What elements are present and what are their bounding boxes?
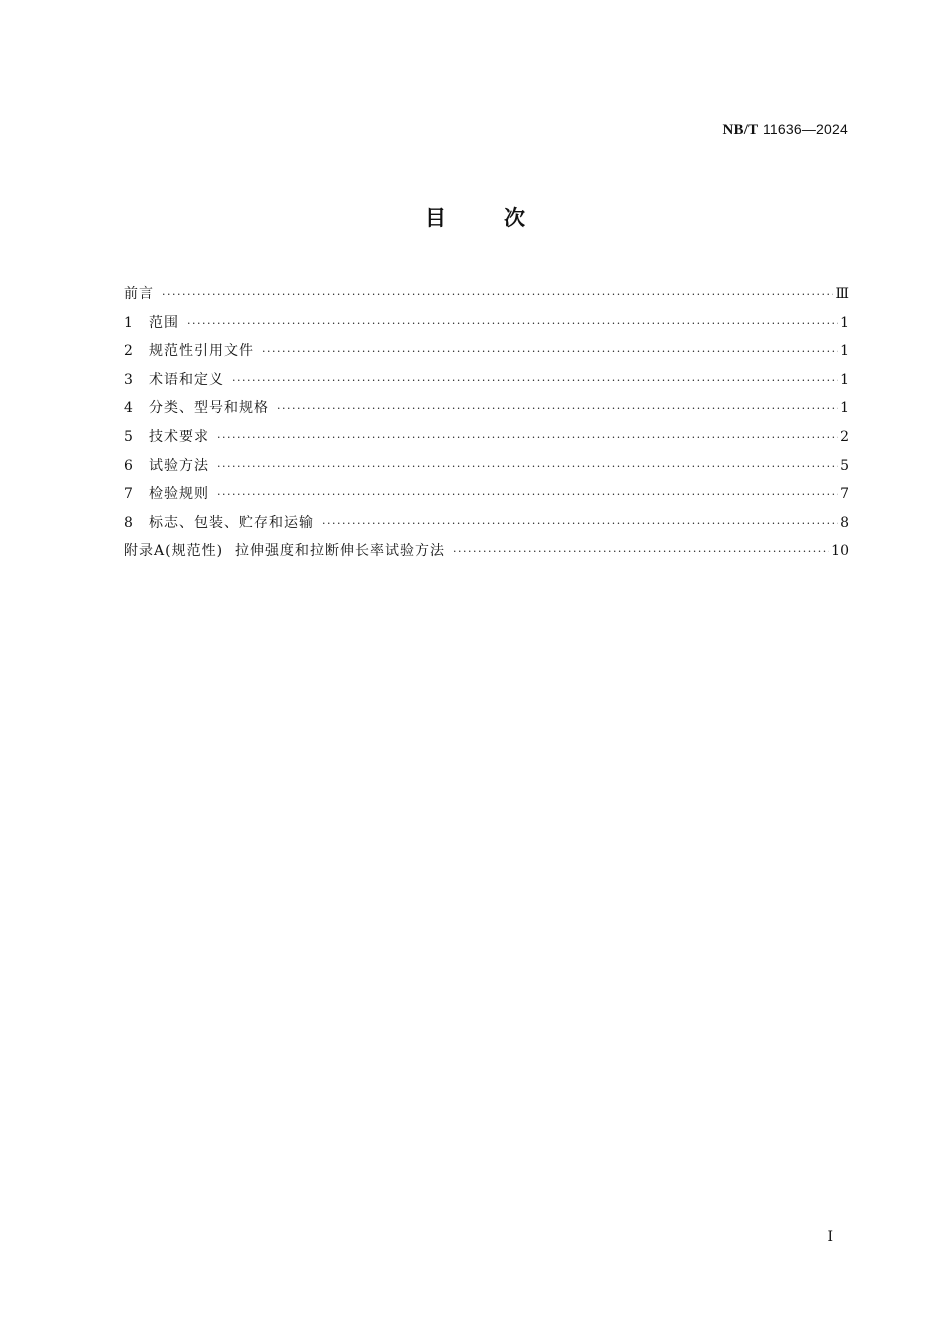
toc-entry-number: 6 — [124, 457, 133, 474]
toc-leader-dots — [232, 367, 838, 395]
toc-entry-page: 2 — [840, 428, 849, 445]
toc-entry-page: 1 — [840, 400, 849, 417]
toc-entry-page: 7 — [840, 486, 849, 503]
toc-entry-1[interactable] — [124, 309, 849, 338]
toc-entry-8[interactable] — [124, 509, 849, 538]
toc-entry-page: 1 — [840, 343, 849, 360]
toc-leader-dots — [162, 281, 833, 309]
page-number: I — [827, 1229, 833, 1245]
toc-entry-number: 8 — [124, 514, 133, 531]
toc-entry-page: 8 — [840, 514, 849, 531]
toc-entry-label: 规范性引用文件 — [149, 343, 254, 360]
toc-entry-2[interactable] — [124, 337, 849, 366]
toc-entry-7[interactable] — [124, 480, 849, 509]
toc-appendix-title: 拉伸强度和拉断伸长率试验方法 — [235, 543, 446, 560]
toc-entry-4[interactable] — [124, 394, 849, 423]
toc-entry-appendix-a[interactable] — [124, 537, 849, 566]
toc-leader-dots — [277, 395, 838, 423]
toc-leader-dots — [322, 510, 838, 538]
standard-prefix: NB/T — [722, 122, 759, 138]
toc-entry-label: 试验方法 — [149, 457, 209, 474]
toc-entry-number: 3 — [124, 371, 133, 388]
toc-entry-label: 范围 — [149, 314, 179, 331]
toc-entry-label: 分类、型号和规格 — [149, 400, 269, 417]
toc-leader-dots — [217, 424, 838, 452]
toc-title: 目次 — [425, 206, 583, 230]
toc-entry-number: 5 — [124, 428, 133, 445]
toc-entry-3[interactable] — [124, 366, 849, 395]
toc-leader-dots — [217, 481, 838, 509]
toc-entry-page: 1 — [840, 371, 849, 388]
toc-entry-page: 10 — [831, 543, 849, 560]
toc-appendix-label-group — [124, 537, 445, 565]
standard-code — [722, 121, 848, 139]
standard-number: 11636—2024 — [762, 121, 848, 137]
toc-entry-5[interactable] — [124, 423, 849, 452]
toc-entry-page: 5 — [840, 457, 849, 474]
toc-entry-page: 1 — [840, 314, 849, 331]
toc-entry-foreword[interactable] — [124, 280, 849, 309]
toc-entry-number: 2 — [124, 343, 133, 360]
toc-leader-dots — [453, 538, 829, 566]
toc-entry-page: Ⅲ — [835, 286, 849, 302]
toc-entry-label: 检验规则 — [149, 486, 209, 503]
toc-entry-label: 术语和定义 — [149, 371, 224, 388]
toc-leader-dots — [187, 310, 838, 338]
toc-entry-number: 4 — [124, 400, 133, 417]
toc-entry-label: 前言 — [124, 286, 154, 302]
toc-entry-label: 标志、包装、贮存和运输 — [149, 514, 314, 531]
toc-leader-dots — [217, 453, 838, 481]
toc-appendix-label: 附录A(规范性) — [124, 543, 224, 560]
toc-entry-6[interactable] — [124, 452, 849, 481]
table-of-contents — [124, 280, 849, 566]
toc-entry-number: 7 — [124, 486, 133, 503]
toc-leader-dots — [262, 338, 838, 366]
toc-entry-label: 技术要求 — [149, 428, 209, 445]
toc-entry-number: 1 — [124, 314, 133, 331]
